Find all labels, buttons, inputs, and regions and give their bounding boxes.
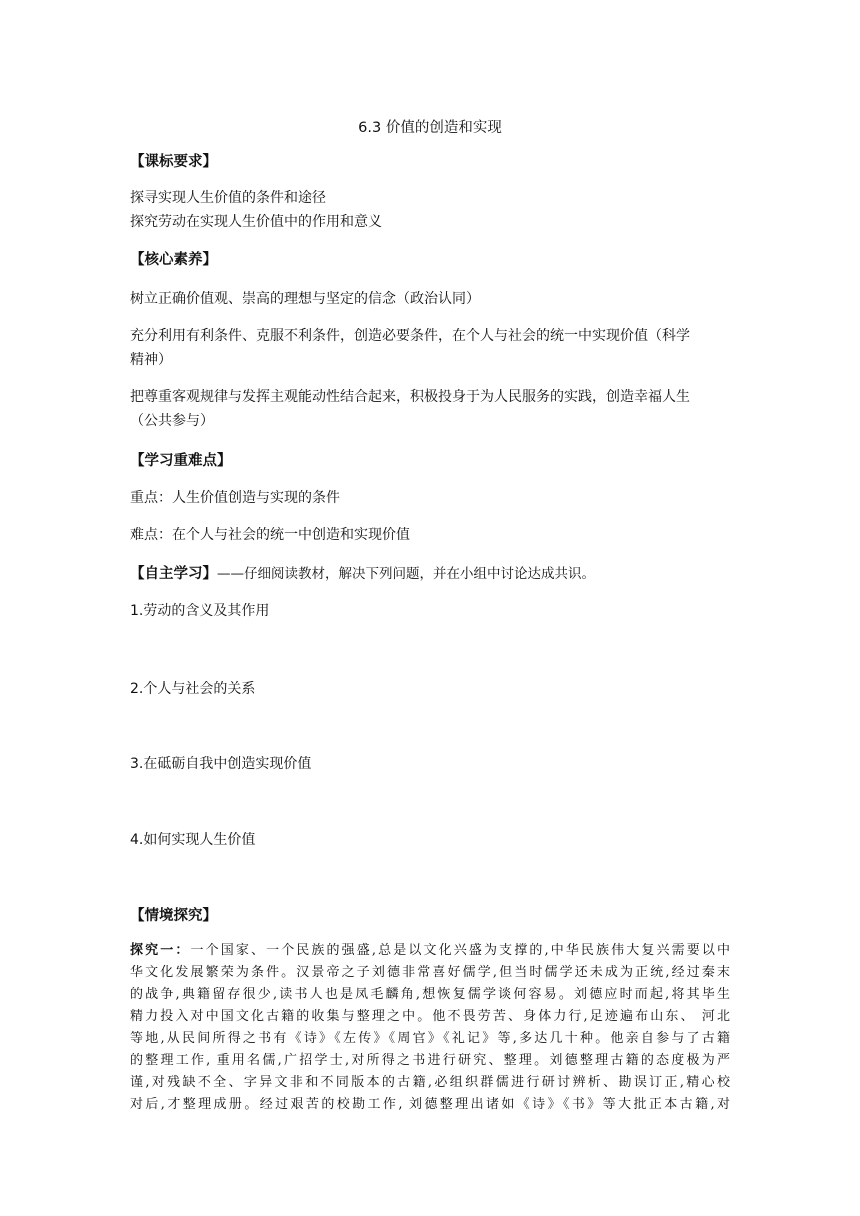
literacy-item: 充分利用有利条件、克服不利条件，创造必要条件，在个人与社会的统一中实现价值（科学: [130, 328, 690, 344]
question-item: 2.个人与社会的关系: [130, 681, 256, 697]
selfstudy-note: ——仔细阅读教材，解决下列问题，并在小组中讨论达成共识。: [217, 566, 595, 582]
page-title: 6.3 价值的创造和实现: [358, 120, 502, 136]
inquiry-line: 等地,从民间所得之书有《诗》《左传》《周官》《礼记》等,多达几十种。他亲自参与了古籍: [130, 1031, 730, 1046]
inquiry-paragraph: [130, 940, 730, 1116]
keypoint-focus: 重点：人生价值创造与实现的条件: [130, 490, 340, 506]
inquiry-line: 探究一：一个国家、一个民族的强盛,总是以文化兴盛为支撑的,中华民族伟大复兴需要以中: [130, 943, 730, 958]
inquiry-line: 精力投入对中国文化古籍的收集与整理之中。他不畏劳苦、身体力行,足迹遍布山东、 河北: [130, 1009, 730, 1024]
selfstudy-line: [130, 562, 595, 583]
literacy-item: 精神）: [130, 352, 172, 368]
keypoint-difficulty: 难点：在个人与社会的统一中创造和实现价值: [130, 527, 410, 543]
literacy-heading: 【核心素养】: [130, 252, 217, 268]
selfstudy-heading: 【自主学习】: [130, 566, 217, 582]
curriculum-heading: 【课标要求】: [130, 154, 217, 170]
inquiry-line: 的战争,典籍留存很少,读书人也是凤毛麟角,想恢复儒学谈何容易。刘德应时而起,将其毕生: [130, 987, 730, 1002]
question-item: 1.劳动的含义及其作用: [130, 603, 270, 619]
inquiry-line: 对后,才整理成册。经过艰苦的校勘工作, 刘德整理出诸如《诗》《书》等大批正本古籍,对: [130, 1097, 730, 1112]
curriculum-item: 探究劳动在实现人生价值中的作用和意义: [130, 214, 382, 230]
inquiry-line: 谨,对残缺不全、字异文非和不同版本的古籍,必组织群儒进行研讨辨析、勘误订正,精心校: [130, 1075, 730, 1090]
inquiry-line: 华文化发展繁荣为条件。汉景帝之子刘德非常喜好儒学,但当时儒学还未成为正统,经过秦末: [130, 965, 730, 980]
literacy-item: （公共参与）: [130, 413, 214, 429]
literacy-item: 把尊重客观规律与发挥主观能动性结合起来，积极投身于为人民服务的实践，创造幸福人生: [130, 389, 690, 405]
keypoints-heading: 【学习重难点】: [130, 453, 232, 469]
question-item: 3.在砥砺自我中创造实现价值: [130, 756, 312, 772]
inquiry-label: 探究一：: [130, 943, 191, 958]
inquiry-line: 的整理工作, 重用名儒,广招学士,对所得之书进行研究、整理。刘德整理古籍的态度极为严: [130, 1053, 730, 1068]
question-item: 4.如何实现人生价值: [130, 832, 256, 848]
literacy-item: 树立正确价值观、崇高的理想与坚定的信念（政治认同）: [130, 291, 480, 307]
curriculum-item: 探寻实现人生价值的条件和途径: [130, 190, 326, 206]
scenario-heading: 【情境探究】: [130, 908, 217, 924]
